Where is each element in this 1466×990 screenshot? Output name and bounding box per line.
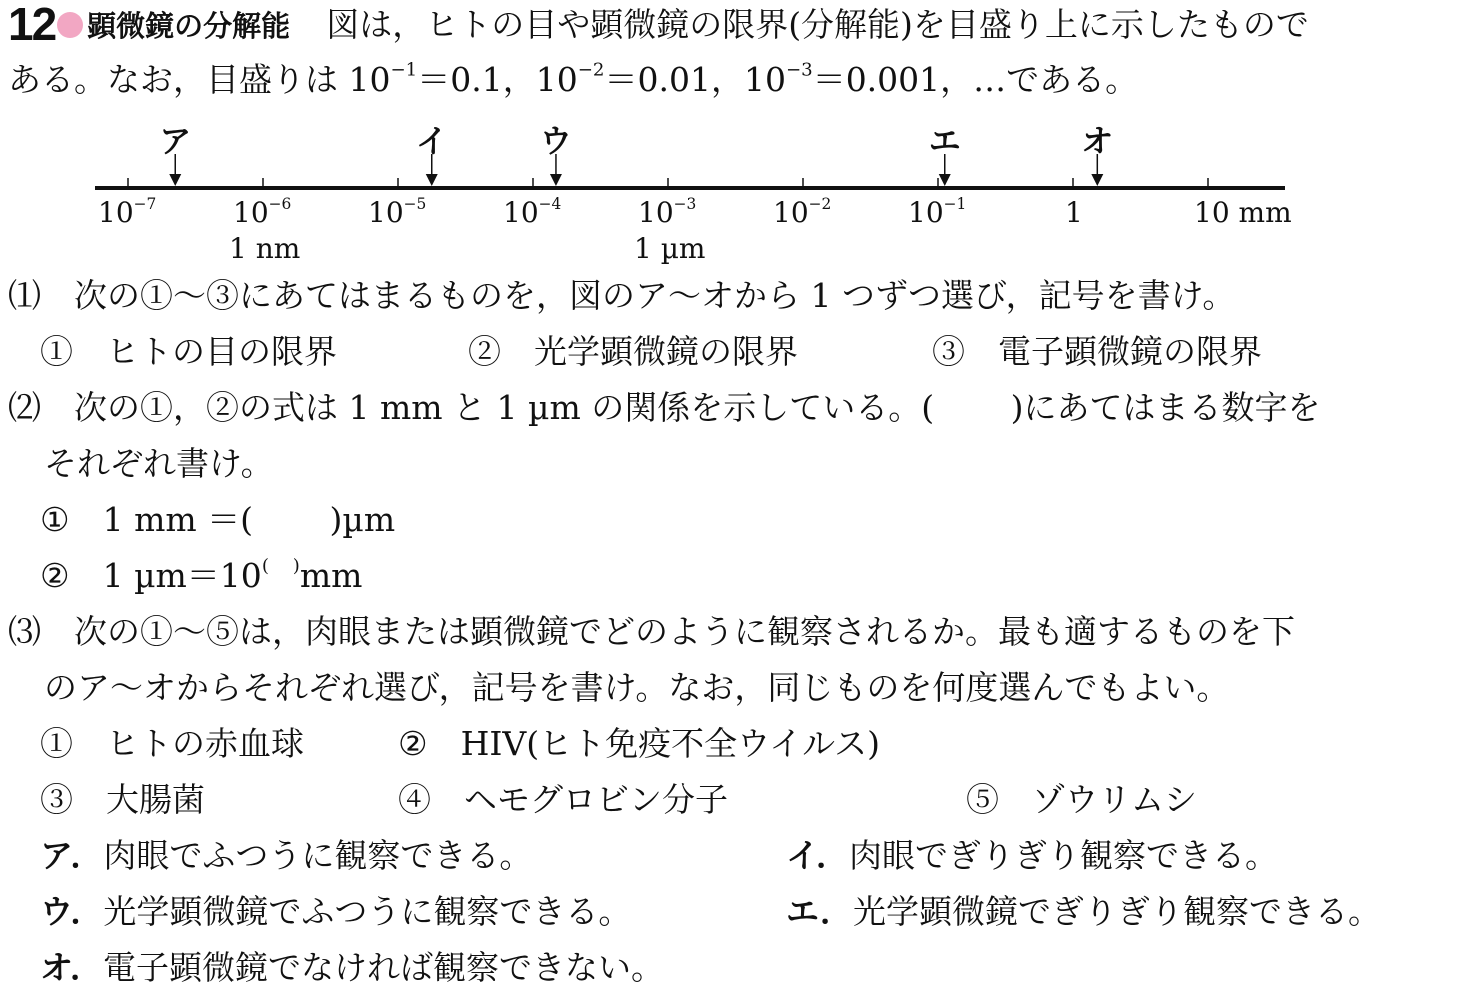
q3-prompt-2: のア〜オからそれぞれ選び，記号を書け。なお，同じものを何度選んでもよい。 — [44, 668, 1230, 707]
option-a: ア．肉眼でふつうに観察できる。 — [40, 836, 533, 875]
q2-item-2: ② 1 µm＝10( )mm — [40, 555, 363, 595]
marker-arrow-head — [169, 174, 181, 186]
q1-item-1: ① ヒトの目の限界 — [40, 332, 337, 371]
option-e: エ．光学顕微鏡でぎりぎり観察できる。 — [786, 892, 1381, 931]
marker-label: エ — [928, 122, 961, 160]
tick-sublabel: 1 nm — [229, 232, 301, 265]
q1-item-3: ③ 電子顕微鏡の限界 — [932, 332, 1262, 371]
problem-number: 12 — [8, 0, 56, 50]
marker-arrow-head — [550, 174, 562, 186]
tick-label: $10^{-5}$ — [368, 194, 427, 229]
pink-dot-icon — [57, 12, 83, 38]
q1-prompt: ⑴ 次の①〜③にあてはまるものを，図のア〜オから 1 つずつ選び，記号を書け。 — [8, 276, 1236, 315]
q3-item-5: ⑤ ゾウリムシ — [966, 780, 1197, 819]
marker-arrow-head — [426, 174, 438, 186]
option-u: ウ．光学顕微鏡でふつうに観察できる。 — [40, 892, 632, 931]
intro-line-1: 図は，ヒトの目や顕微鏡の限界(分解能)を目盛り上に示したもので — [326, 5, 1309, 44]
scale-axis — [0, 110, 1466, 275]
q3-item-3: ③ 大腸菌 — [40, 780, 205, 819]
marker-arrow-head — [939, 174, 951, 186]
q3-item-2: ② HIV(ヒト免疫不全ウイルス) — [398, 724, 880, 763]
tick-sublabel: 1 µm — [634, 232, 706, 265]
tick-label: $10^{-6}$ — [233, 194, 292, 229]
marker-arrow-head — [1091, 174, 1103, 186]
q3-item-4: ④ ヘモグロビン分子 — [398, 780, 728, 819]
q2-item-1: ① 1 mm ＝( )µm — [40, 500, 396, 539]
q1-item-2: ② 光学顕微鏡の限界 — [468, 332, 798, 371]
tick-label: 1 — [1065, 196, 1083, 229]
tick-label: $10^{-2}$ — [773, 194, 832, 229]
intro-line-2: ある。なお，目盛りは $10^{-1}=0.1$，$10^{-2}=0.01$，$10^{-3}=0.001$，…である。 — [8, 59, 1139, 99]
q3-item-1: ① ヒトの赤血球 — [40, 724, 304, 763]
marker-label: オ — [1081, 122, 1114, 160]
problem-header — [8, 2, 1309, 48]
q2-prompt-1: ⑵ 次の①，②の式は 1 mm と 1 µm の関係を示している。( )にあてはまる数字を — [8, 388, 1321, 427]
option-i: イ．肉眼でぎりぎり観察できる。 — [786, 836, 1279, 875]
q2-prompt-2: それぞれ書け。 — [44, 444, 274, 483]
resolution-scale — [0, 110, 1466, 275]
problem-title: 顕微鏡の分解能 — [87, 9, 291, 43]
tick-label: $10^{-7}$ — [98, 194, 157, 229]
tick-label: $10^{-1}$ — [908, 194, 967, 229]
tick-label: $10^{-4}$ — [503, 194, 562, 229]
tick-label: $10^{-3}$ — [638, 194, 697, 229]
option-o: オ．電子顕微鏡でなければ観察できない。 — [40, 948, 665, 987]
q3-prompt-1: ⑶ 次の①〜⑤は，肉眼または顕微鏡でどのように観察されるか。最も適するものを下 — [8, 612, 1295, 651]
marker-label: ウ — [539, 122, 572, 160]
tick-label: 10 mm — [1194, 196, 1292, 229]
marker-label: ア — [159, 122, 192, 160]
marker-label: イ — [415, 122, 448, 160]
